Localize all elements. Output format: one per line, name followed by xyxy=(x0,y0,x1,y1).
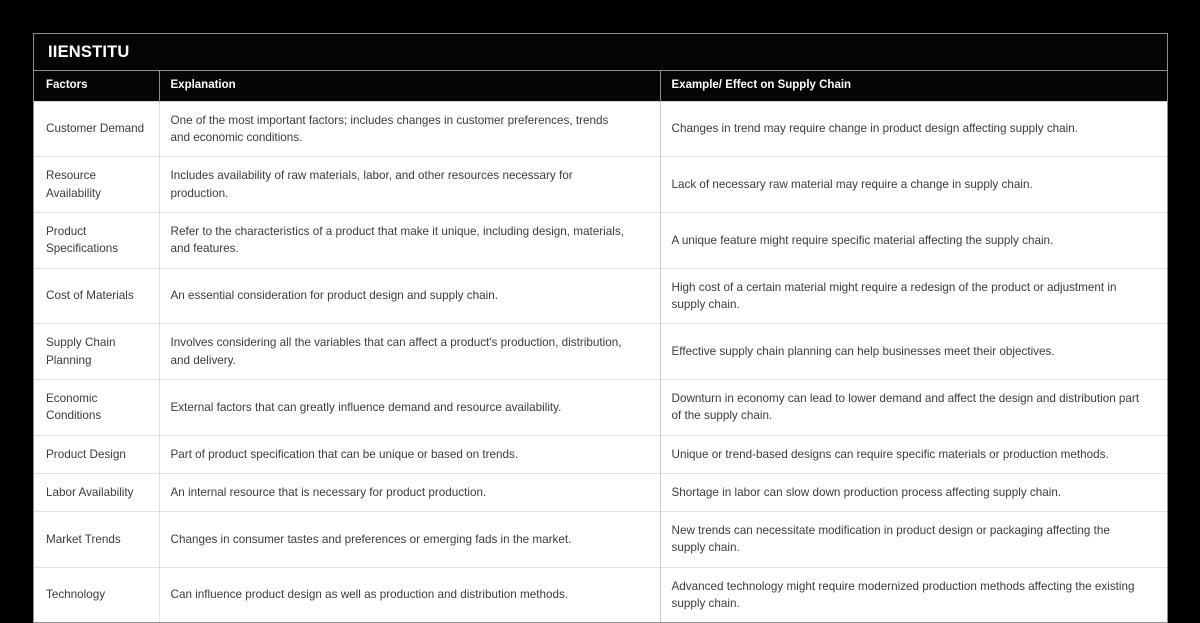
cell-explanation: Changes in consumer tastes and preferences or emerging fads in the market. xyxy=(159,512,660,568)
cell-explanation: Involves considering all the variables that can affect a product's production, distribution, and delivery. xyxy=(159,324,660,380)
cell-factor: Market Trends xyxy=(34,512,159,568)
cell-effect: Unique or trend-based designs can require specific materials or production methods. xyxy=(660,435,1167,473)
supply-chain-factors-table xyxy=(34,71,1167,622)
cell-factor: Customer Demand xyxy=(34,101,159,157)
cell-effect: A unique feature might require specific material affecting the supply chain. xyxy=(660,213,1167,269)
supply-chain-factors-card xyxy=(33,33,1168,623)
column-header-explanation: Explanation xyxy=(159,71,660,101)
cell-factor: Technology xyxy=(34,567,159,622)
cell-explanation: One of the most important factors; includes changes in customer preferences, trends and economic conditions. xyxy=(159,101,660,157)
table-row xyxy=(34,473,1167,511)
cell-explanation: Part of product specification that can be unique or based on trends. xyxy=(159,435,660,473)
cell-factor: Resource Availability xyxy=(34,157,159,213)
table-row xyxy=(34,567,1167,622)
cell-factor: Product Specifications xyxy=(34,213,159,269)
cell-factor: Product Design xyxy=(34,435,159,473)
cell-factor: Economic Conditions xyxy=(34,379,159,435)
cell-explanation: Refer to the characteristics of a product that make it unique, including design, materials, and features. xyxy=(159,213,660,269)
brand-header-bar xyxy=(34,34,1167,71)
cell-effect: Changes in trend may require change in product design affecting supply chain. xyxy=(660,101,1167,157)
brand-title: IIENSTITU xyxy=(48,42,130,61)
table-row xyxy=(34,435,1167,473)
table-row xyxy=(34,324,1167,380)
table-row xyxy=(34,379,1167,435)
cell-effect: High cost of a certain material might require a redesign of the product or adjustment in supply chain. xyxy=(660,268,1167,324)
table-header xyxy=(34,71,1167,101)
table-row xyxy=(34,157,1167,213)
cell-effect: Lack of necessary raw material may require a change in supply chain. xyxy=(660,157,1167,213)
table-row xyxy=(34,101,1167,157)
cell-effect: Downturn in economy can lead to lower demand and affect the design and distribution part of the supply chain. xyxy=(660,379,1167,435)
cell-factor: Supply Chain Planning xyxy=(34,324,159,380)
cell-effect: New trends can necessitate modification in product design or packaging affecting the supply chain. xyxy=(660,512,1167,568)
cell-explanation: Includes availability of raw materials, labor, and other resources necessary for production. xyxy=(159,157,660,213)
table-row xyxy=(34,268,1167,324)
column-header-effect: Example/ Effect on Supply Chain xyxy=(660,71,1167,101)
table-header-row xyxy=(34,71,1167,101)
cell-explanation: Can influence product design as well as production and distribution methods. xyxy=(159,567,660,622)
cell-effect: Advanced technology might require modernized production methods affecting the existing supply chain. xyxy=(660,567,1167,622)
cell-effect: Shortage in labor can slow down production process affecting supply chain. xyxy=(660,473,1167,511)
table-row xyxy=(34,213,1167,269)
table-body xyxy=(34,101,1167,622)
cell-explanation: An internal resource that is necessary for product production. xyxy=(159,473,660,511)
table-row xyxy=(34,512,1167,568)
column-header-factors: Factors xyxy=(34,71,159,101)
cell-factor: Cost of Materials xyxy=(34,268,159,324)
cell-explanation: An essential consideration for product design and supply chain. xyxy=(159,268,660,324)
cell-explanation: External factors that can greatly influence demand and resource availability. xyxy=(159,379,660,435)
cell-factor: Labor Availability xyxy=(34,473,159,511)
cell-effect: Effective supply chain planning can help businesses meet their objectives. xyxy=(660,324,1167,380)
